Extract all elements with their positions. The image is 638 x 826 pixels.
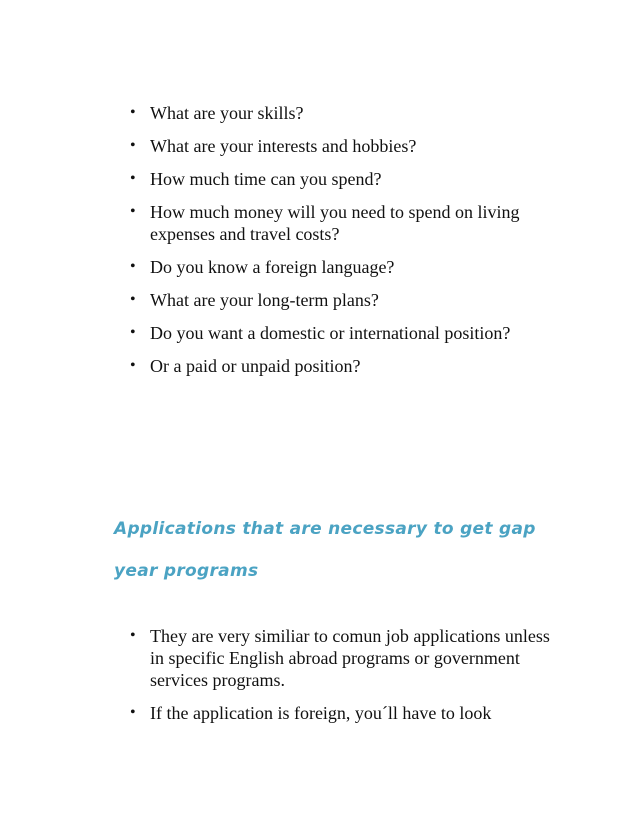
list-item <box>130 322 550 344</box>
list-item <box>130 256 550 278</box>
list-item-text: If the application is foreign, you´ll have to look <box>150 703 492 723</box>
questions-list <box>130 102 550 388</box>
bullet-icon: • <box>130 291 136 308</box>
list-item-text: How much money will you need to spend on living expenses and travel costs? <box>150 202 520 244</box>
list-item <box>130 201 550 245</box>
list-item-text: Or a paid or unpaid position? <box>150 356 361 376</box>
list-item-text: What are your skills? <box>150 103 304 123</box>
list-item-text: How much time can you spend? <box>150 169 382 189</box>
bullet-icon: • <box>130 203 136 220</box>
list-item-text: Do you know a foreign language? <box>150 257 395 277</box>
list-item <box>130 168 550 190</box>
list-item <box>130 355 550 377</box>
section-heading: Applications that are necessary to get gap year programs <box>114 519 536 581</box>
list-item-text: They are very similiar to comun job applications unless in specific English abroad programs or government services programs. <box>150 626 550 690</box>
applications-list <box>130 625 550 735</box>
bullet-icon: • <box>130 170 136 187</box>
bullet-icon: • <box>130 627 136 644</box>
list-item <box>130 289 550 311</box>
list-item-text: Do you want a domestic or international position? <box>150 323 511 343</box>
bullet-icon: • <box>130 357 136 374</box>
list-item <box>130 702 550 724</box>
bullet-icon: • <box>130 137 136 154</box>
list-item <box>130 625 550 691</box>
bullet-icon: • <box>130 704 136 721</box>
list-item <box>130 135 550 157</box>
list-item-text: What are your interests and hobbies? <box>150 136 417 156</box>
bullet-icon: • <box>130 324 136 341</box>
bullet-icon: • <box>130 258 136 275</box>
list-item <box>130 102 550 124</box>
list-item-text: What are your long-term plans? <box>150 290 379 310</box>
bullet-icon: • <box>130 104 136 121</box>
